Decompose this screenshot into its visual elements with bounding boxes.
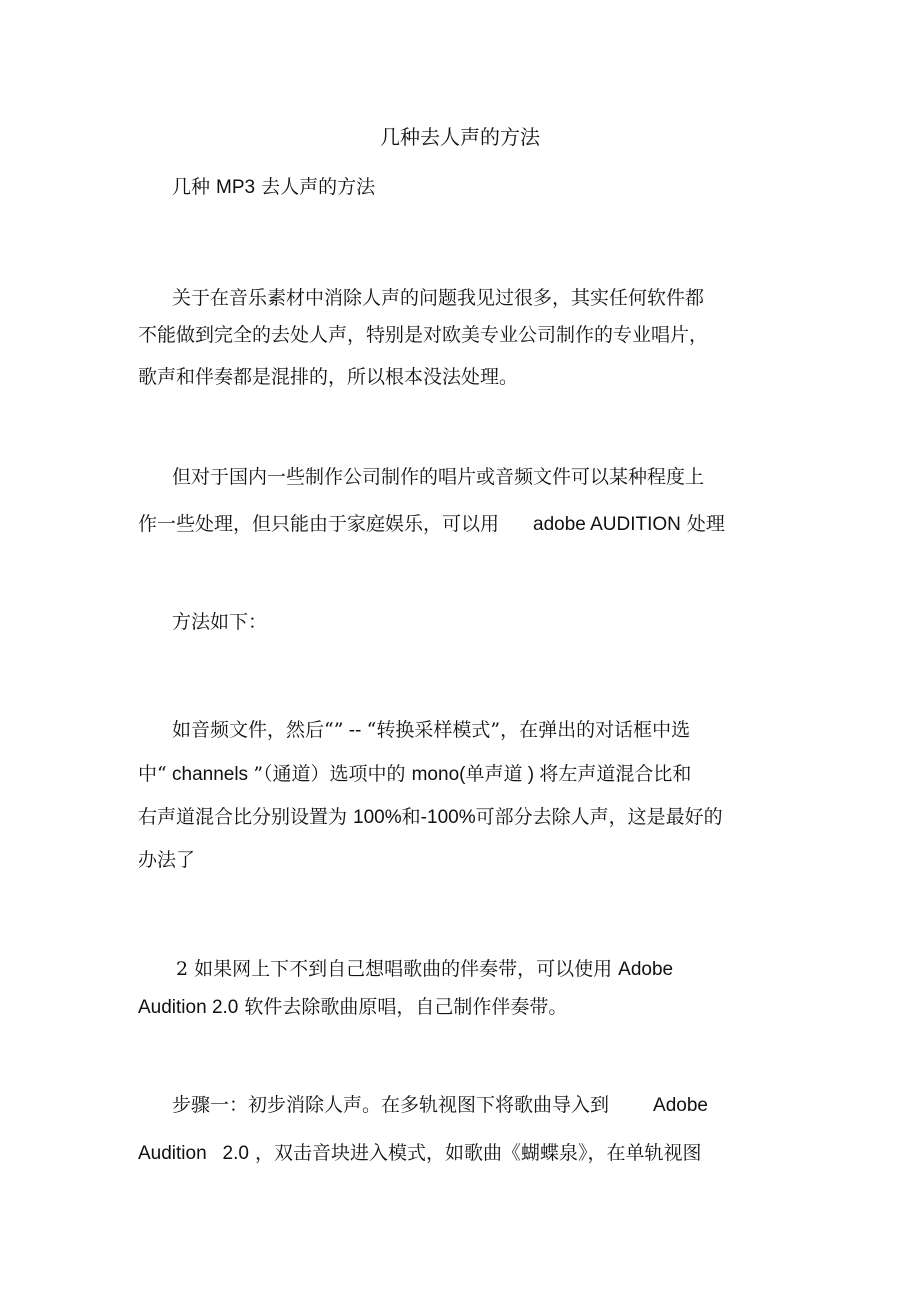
text-run: 100% <box>353 807 402 828</box>
text-run: 步骤一：初步消除人声。在多轨视图下将歌曲导入到 <box>172 1094 610 1116</box>
text-run: channels <box>166 764 254 785</box>
text-run: 中“ <box>138 763 167 785</box>
subtitle-part: MP3 <box>216 177 256 198</box>
text-run: ”（通道）选项中的 <box>253 763 412 785</box>
text-run: 将左声道混合比和 <box>539 763 692 785</box>
paragraph-2-line-1: 但对于国内一些制作公司制作的唱片或音频文件可以某种程度上 <box>172 466 705 488</box>
text-run: 可部分去除人声，这是最好的 <box>475 806 723 828</box>
text-run: 右声道混合比分别设置为 <box>138 806 354 828</box>
text-run: ，双击音块进入模式，如歌曲《蝴蝶泉》，在单轨视图 <box>248 1142 702 1164</box>
text-run: 单声道 <box>465 763 523 785</box>
text-run: 处理 <box>680 513 725 535</box>
paragraph-1-line-2: 不能做到完全的去处人声，特别是对欧美专业公司制作的专业唱片， <box>138 324 709 346</box>
paragraph-6-line-1 <box>172 1093 708 1118</box>
paragraph-5-line-1 <box>176 957 673 982</box>
document-title: 几种去人声的方法 <box>380 125 540 149</box>
text-run: adobe AUDITION <box>533 514 681 535</box>
paragraph-2-line-2 <box>138 512 725 537</box>
text-run: 如音频文件，然后“” <box>172 719 344 741</box>
text-run: 和 <box>401 806 421 828</box>
document-subtitle <box>172 175 375 200</box>
text-run: Adobe <box>653 1095 708 1116</box>
text-run: 2 如果网上下不到自己想唱歌曲的伴奏带，可以使用 <box>176 958 619 980</box>
paragraph-1-line-1: 关于在音乐素材中消除人声的问题我见过很多，其实任何软件都 <box>172 287 705 309</box>
text-run: -- <box>343 720 367 741</box>
text-run: Audition 2.0 <box>138 1143 249 1164</box>
paragraph-3: 方法如下： <box>172 611 268 633</box>
subtitle-part: 几种 <box>172 176 217 198</box>
paragraph-1-line-3: 歌声和伴奏都是混排的，所以根本没法处理。 <box>138 366 519 388</box>
paragraph-4-line-3 <box>138 805 723 830</box>
text-run: “转换采样模式”，在弹出的对话框中选 <box>366 719 691 741</box>
paragraph-4-line-1 <box>172 718 690 743</box>
text-run: 软件去除歌曲原唱，自己制作伴奏带。 <box>238 996 568 1018</box>
text-run: 作一些处理，但只能由于家庭娱乐，可以用 <box>138 513 500 535</box>
paragraph-5-line-2 <box>138 995 567 1020</box>
text-run: Audition 2.0 <box>138 997 239 1018</box>
text-run: mono( <box>411 764 466 785</box>
text-run: Adobe <box>618 959 674 980</box>
paragraph-6-line-2 <box>138 1141 701 1166</box>
text-run: ) <box>522 764 540 785</box>
paragraph-4-line-4: 办法了 <box>138 849 196 871</box>
text-run: -100% <box>420 807 476 828</box>
subtitle-part: 去人声的方法 <box>255 176 376 198</box>
paragraph-4-line-2 <box>138 762 691 787</box>
